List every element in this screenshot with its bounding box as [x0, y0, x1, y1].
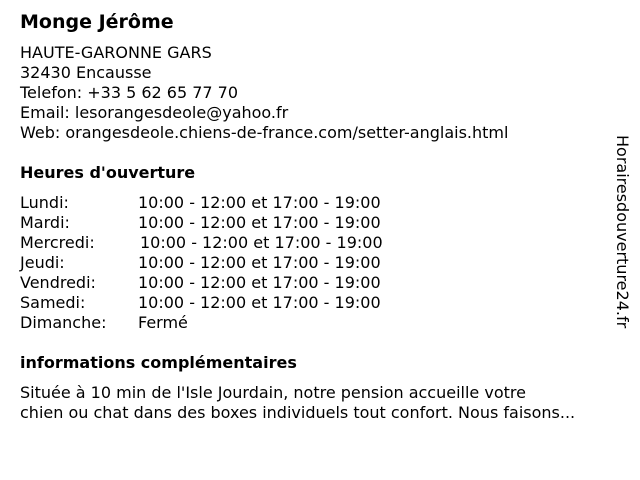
day-label: Mardi: [20, 213, 70, 232]
business-name: Monge Jérôme [20, 11, 174, 33]
site-watermark: Horairesdouverture24.fr [613, 135, 632, 329]
day-label: Dimanche: [20, 313, 107, 332]
time-value: 10:00 - 12:00 et 17:00 - 19:00 [140, 233, 383, 252]
time-value: 10:00 - 12:00 et 17:00 - 19:00 [138, 293, 381, 312]
time-value: 10:00 - 12:00 et 17:00 - 19:00 [138, 253, 381, 272]
day-label: Jeudi: [20, 253, 65, 272]
day-label: Mercredi: [20, 233, 95, 252]
time-value: 10:00 - 12:00 et 17:00 - 19:00 [138, 193, 381, 212]
time-value: 10:00 - 12:00 et 17:00 - 19:00 [138, 273, 381, 292]
hours-row-saturday [20, 293, 440, 313]
hours-row-sunday [20, 313, 440, 333]
address-line-2: 32430 Encausse [20, 63, 152, 82]
hours-row-thursday [20, 253, 440, 273]
phone-line: Telefon: +33 5 62 65 77 70 [20, 83, 239, 102]
day-label: Samedi: [20, 293, 86, 312]
time-value: 10:00 - 12:00 et 17:00 - 19:00 [138, 213, 381, 232]
hours-row-friday [20, 273, 440, 293]
hours-heading: Heures d'ouverture [20, 163, 196, 182]
day-label: Vendredi: [20, 273, 96, 292]
hours-row-monday [20, 193, 440, 213]
hours-row-tuesday [20, 213, 440, 233]
web-line: Web: orangesdeole.chiens-de-france.com/setter-anglais.html [20, 123, 509, 142]
info-text-line-1: Située à 10 min de l'Isle Jourdain, notre pension accueille votre [20, 383, 526, 402]
info-heading: informations complémentaires [20, 353, 297, 372]
info-text-line-2: chien ou chat dans des boxes individuels tout confort. Nous faisons... [20, 403, 576, 422]
address-line-1: HAUTE-GARONNE GARS [20, 43, 212, 62]
time-value: Fermé [138, 313, 188, 332]
hours-row-wednesday [20, 233, 440, 253]
email-line: Email: lesorangesdeole@yahoo.fr [20, 103, 289, 122]
day-label: Lundi: [20, 193, 69, 212]
